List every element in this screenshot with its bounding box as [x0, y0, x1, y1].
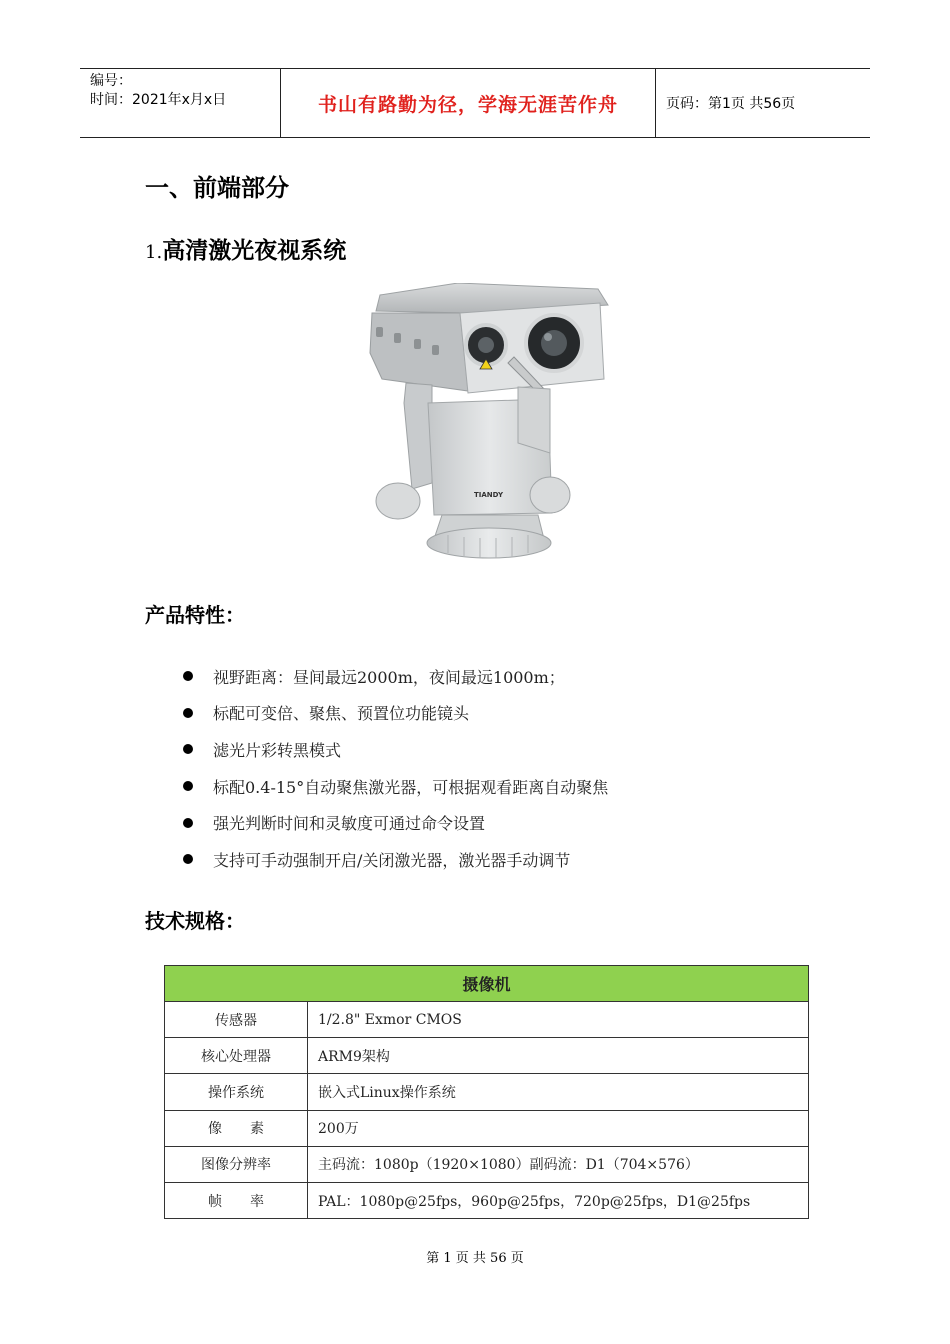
spec-key: 图像分辨率 — [165, 1146, 308, 1182]
header-date: 时间：2021年x月x日 — [90, 92, 227, 108]
bullet-icon — [183, 818, 193, 828]
document-header — [80, 68, 870, 138]
table-row — [165, 1074, 809, 1110]
table-row — [165, 1038, 809, 1074]
spec-key: 操作系统 — [165, 1074, 308, 1110]
camera-brand-logo: TIANDY — [474, 491, 504, 499]
spec-value: ARM9架构 — [308, 1038, 809, 1074]
spec-key: 核心处理器 — [165, 1038, 308, 1074]
table-row — [165, 1146, 809, 1182]
bullet-icon — [183, 708, 193, 718]
list-item: 强光判断时间和灵敏度可通过命令设置 — [183, 804, 608, 841]
list-item: 标配0.4-15°自动聚焦激光器，可根据观看距离自动聚焦 — [183, 768, 608, 805]
table-row — [165, 1002, 809, 1038]
section-title: 一、前端部分 — [145, 174, 289, 202]
page-footer: 第 1 页 共 56 页 — [426, 1251, 524, 1266]
header-number: 编号： — [90, 73, 132, 89]
table-row — [165, 1182, 809, 1218]
laser-night-vision-camera-image — [368, 283, 616, 563]
list-item: 滤光片彩转黑模式 — [183, 731, 608, 768]
spec-value: PAL：1080p@25fps，960p@25fps，720p@25fps，D1@25fps — [308, 1182, 809, 1218]
spec-heading: 技术规格： — [145, 909, 245, 933]
features-heading: 产品特性： — [145, 603, 245, 627]
spec-key: 帧 率 — [165, 1182, 308, 1218]
subsection-title — [145, 232, 346, 265]
bullet-icon — [183, 781, 193, 791]
spec-key: 传感器 — [165, 1002, 308, 1038]
list-item: 标配可变倍、聚焦、预置位功能镜头 — [183, 695, 608, 732]
spec-value: 200万 — [308, 1110, 809, 1146]
bullet-icon — [183, 744, 193, 754]
spec-value: 主码流：1080p（1920×1080）副码流：D1（704×576） — [308, 1146, 809, 1182]
list-item: 视野距离：昼间最远2000m，夜间最远1000m； — [183, 658, 608, 695]
table-row — [165, 1110, 809, 1146]
bullet-icon — [183, 671, 193, 681]
spec-value: 1/2.8" Exmor CMOS — [308, 1002, 809, 1038]
spec-value: 嵌入式Linux操作系统 — [308, 1074, 809, 1110]
list-item: 支持可手动强制开启/关闭激光器，激光器手动调节 — [183, 841, 608, 878]
spec-table-title: 摄像机 — [165, 966, 809, 1002]
subsection-name: 高清激光夜视系统 — [162, 238, 347, 264]
header-meta — [80, 69, 281, 137]
subsection-number: 1. — [145, 242, 163, 263]
header-motto: 书山有路勤为径，学海无涯苦作舟 — [281, 69, 656, 137]
features-list — [183, 658, 608, 878]
table-header-row — [165, 966, 809, 1002]
spec-key: 像 素 — [165, 1110, 308, 1146]
spec-table — [164, 965, 809, 1219]
bullet-icon — [183, 854, 193, 864]
header-page-info: 页码：第1页 共56页 — [666, 96, 796, 112]
